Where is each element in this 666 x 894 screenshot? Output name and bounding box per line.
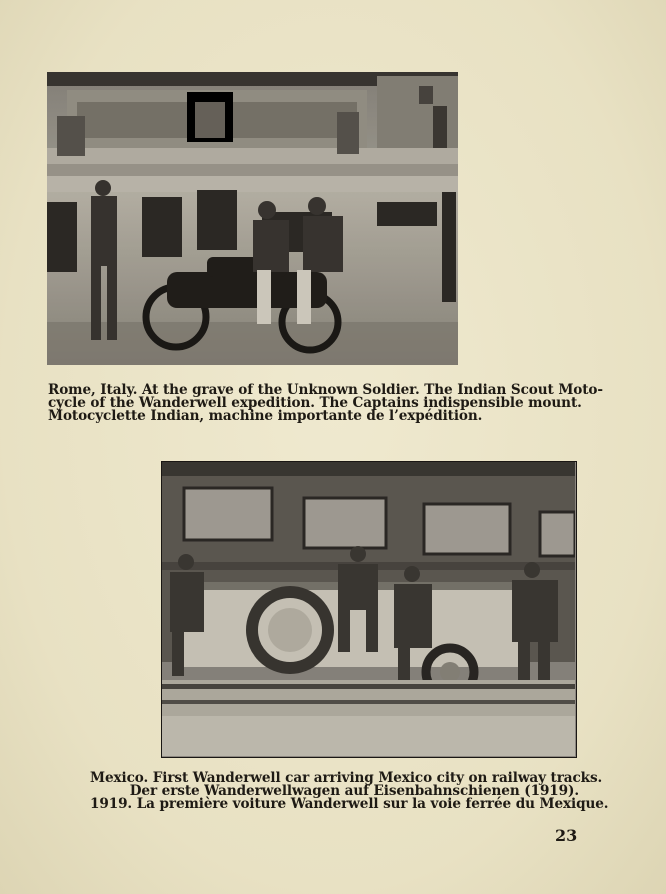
rome-photo bbox=[47, 72, 458, 365]
rome-photo-illustration bbox=[47, 72, 458, 365]
rome-photo-caption bbox=[48, 384, 603, 423]
rome-caption-line-3: Motocyclette Indian, machine importante de l’expédition. bbox=[48, 408, 483, 424]
rome-caption-line-2: cycle of the Wanderwell expedition. The Captains indispensible mount. bbox=[48, 395, 582, 411]
mexico-photo-illustration bbox=[162, 462, 575, 756]
mexico-photo-caption bbox=[90, 770, 609, 812]
mexico-photo bbox=[161, 461, 577, 758]
mexico-caption-line-1: Mexico. First Wanderwell car arriving Mexico city on railway tracks. bbox=[90, 770, 603, 786]
mexico-caption-line-3: 1919. La première voiture Wanderwell sur la voie ferrée du Mexique. bbox=[90, 796, 609, 812]
page-number: 23 bbox=[555, 826, 578, 845]
rome-caption-line-1: Rome, Italy. At the grave of the Unknown Soldier. The Indian Scout Moto- bbox=[48, 382, 603, 398]
mexico-caption-line-2: Der erste Wanderwellwagen auf Eisenbahnschienen (1919). bbox=[129, 783, 579, 799]
